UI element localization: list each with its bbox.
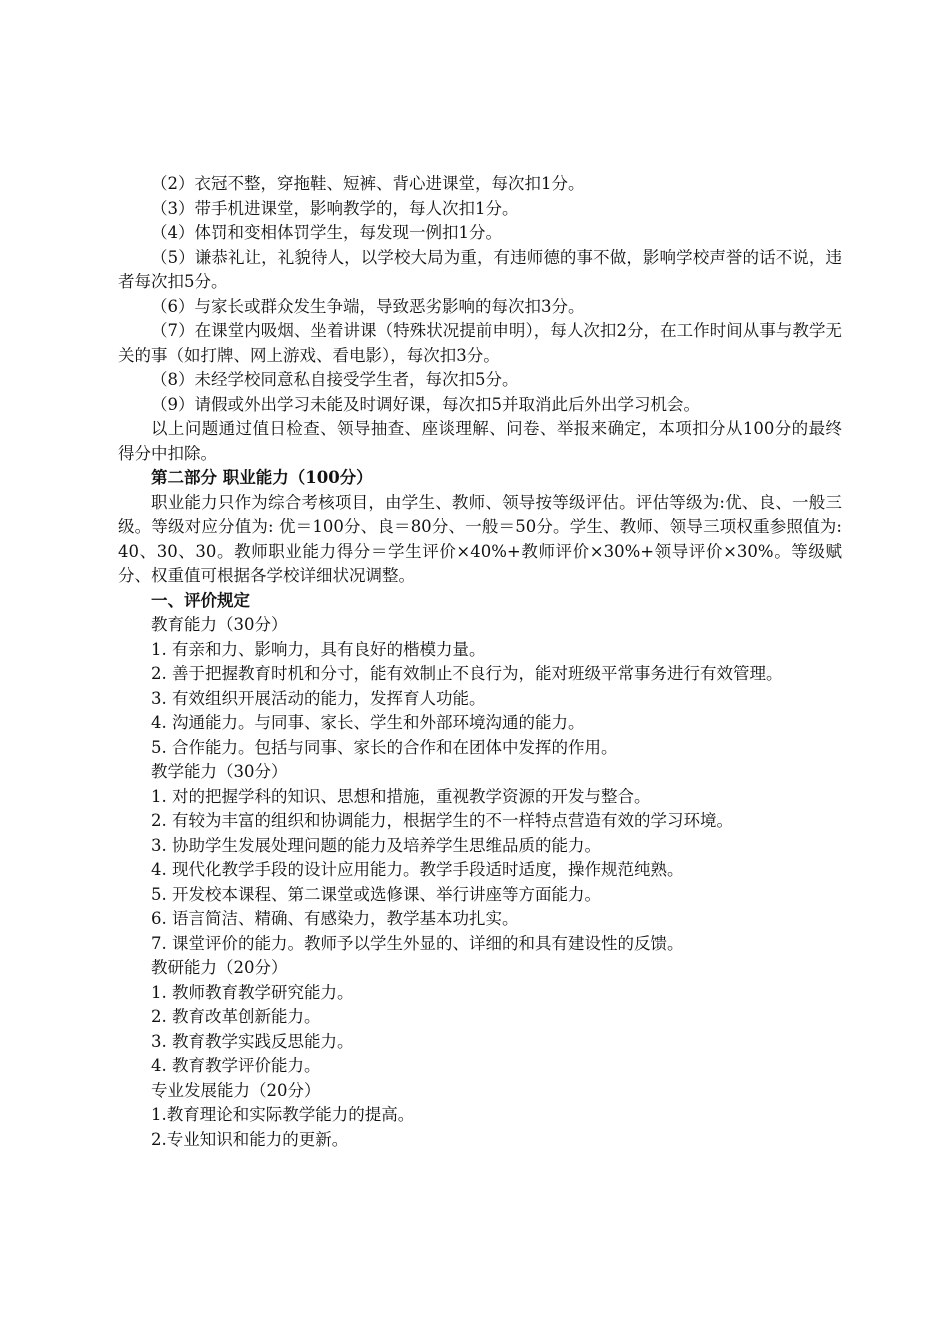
paragraph: （9）请假或外出学习未能及时调好课，每次扣5并取消此后外出学习机会。	[151, 394, 700, 414]
category-title: 专业发展能力（20分）	[151, 1080, 321, 1100]
list-item: 2. 有较为丰富的组织和协调能力，根据学生的不一样特点营造有效的学习环境。	[151, 811, 733, 830]
paragraph: 职业能力只作为综合考核项目，由学生、教师、领导按等级评估。评估等级为:优、良、一般三级。等级对应分值为: 优＝100分、良＝80分、一般＝50分。学生、教师、领导三项权重参照值为: 40、30、30。教师职业能力得分＝学生评价×40%+教师评价×30%+领导评价×30%。等级赋分、权重值可根据各学校详细状况调整。	[118, 492, 842, 585]
list-item: 2. 教育改革创新能力。	[151, 1007, 321, 1026]
list-item: 1.教育理论和实际教学能力的提高。	[151, 1105, 415, 1124]
category-title: 教学能力（30分）	[151, 762, 288, 781]
list-item: 1. 有亲和力、影响力，具有良好的楷模力量。	[151, 639, 486, 659]
paragraph: （6）与家长或群众发生争端，导致恶劣影响的每次扣3分。	[151, 296, 585, 316]
category-title: 教研能力（20分）	[151, 958, 288, 977]
list-item: 1. 对的把握学科的知识、思想和措施，重视教学资源的开发与整合。	[151, 786, 651, 806]
paragraph: （3）带手机进课堂，影响教学的，每人次扣1分。	[151, 198, 519, 218]
paragraph: （4）体罚和变相体罚学生，每发现一例扣1分。	[151, 223, 502, 242]
subsection-heading: 一、评价规定	[151, 590, 250, 610]
list-item: 4. 教育教学评价能力。	[151, 1056, 321, 1075]
paragraph: （7）在课堂内吸烟、坐着讲课（特殊状况提前申明），每人次扣2分，在工作时间从事与教学无关的事（如打牌、网上游戏、看电影），每次扣3分。	[118, 321, 842, 365]
section-heading: 第二部分 职业能力（100分）	[151, 468, 373, 487]
list-item: 5. 合作能力。包括与同事、家长的合作和在团体中发挥的作用。	[151, 737, 618, 757]
list-item: 2. 善于把握教育时机和分寸，能有效制止不良行为，能对班级平常事务进行有效管理。	[151, 664, 783, 683]
list-item: 1. 教师教育教学研究能力。	[151, 982, 354, 1002]
list-item: 4. 现代化教学手段的设计应用能力。教学手段适时适度，操作规范纯熟。	[151, 860, 684, 879]
paragraph: （2）衣冠不整，穿拖鞋、短裤、背心进课堂，每次扣1分。	[151, 174, 585, 193]
list-item: 5. 开发校本课程、第二课堂或选修课、举行讲座等方面能力。	[151, 884, 601, 904]
category-title: 教育能力（30分）	[151, 615, 288, 634]
document-page	[118, 172, 842, 1152]
paragraph: 以上问题通过值日检查、领导抽查、座谈理解、问卷、举报来确定，本项扣分从100分的最终得分中扣除。	[118, 419, 842, 463]
list-item: 3. 教育教学实践反思能力。	[151, 1031, 354, 1051]
paragraph: （5）谦恭礼让，礼貌待人，以学校大局为重，有违师德的事不做，影响学校声誉的话不说，违者每次扣5分。	[118, 247, 842, 291]
list-item: 2.专业知识和能力的更新。	[151, 1129, 349, 1149]
list-item: 6. 语言简洁、精确、有感染力，教学基本功扎实。	[151, 909, 519, 928]
list-item: 3. 有效组织开展活动的能力，发挥育人功能。	[151, 688, 486, 708]
paragraph: （8）未经学校同意私自接受学生者，每次扣5分。	[151, 370, 519, 389]
list-item: 4. 沟通能力。与同事、家长、学生和外部环境沟通的能力。	[151, 713, 585, 732]
list-item: 3. 协助学生发展处理问题的能力及培养学生思维品质的能力。	[151, 835, 601, 855]
list-item: 7. 课堂评价的能力。教师予以学生外显的、详细的和具有建设性的反馈。	[151, 933, 684, 953]
